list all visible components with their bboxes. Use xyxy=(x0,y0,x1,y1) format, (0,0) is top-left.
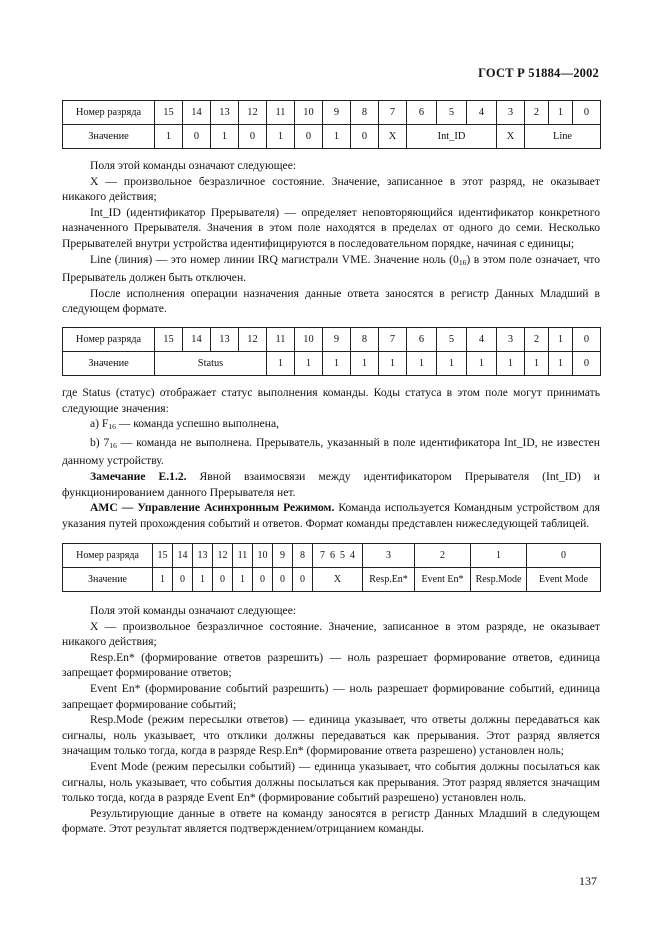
table-row xyxy=(63,328,601,352)
table-cell: 12 xyxy=(239,101,267,125)
table-cell: 0 xyxy=(295,125,323,149)
table-cell: X xyxy=(379,125,407,149)
table-cell: 1 xyxy=(437,352,467,376)
table-cell: 1 xyxy=(471,544,527,568)
table-cell: 14 xyxy=(183,328,211,352)
paragraph: Поля этой команды означают следующее: xyxy=(90,159,297,172)
document-header: ГОСТ Р 51884—2002 xyxy=(478,66,599,80)
table-cell: 7 xyxy=(379,328,407,352)
table-cell: 0 xyxy=(527,544,601,568)
paragraph: b) $7_{16}$ — команда не выполнена. Прерыватель, указанный в поле идентификатора Int_ID, не известен данному устройству. xyxy=(62,435,600,468)
table-cell: 1 xyxy=(193,568,213,592)
table-cell: 1 xyxy=(379,352,407,376)
table-cell: 1 xyxy=(467,352,497,376)
paragraph: Результирующие данные в ответе на команду заносятся в регистр Данных Младший в следующем формате. Этот результат является подтверждением/отрицанием команды. xyxy=(62,806,600,836)
text-block-3 xyxy=(62,603,600,837)
table-cell: 1 xyxy=(549,352,573,376)
paragraph: Поля этой команды означают следующее: xyxy=(90,604,297,617)
table-row xyxy=(63,568,601,592)
table-cell: 0 xyxy=(293,568,313,592)
amc-paragraph: АМС — Управление Асинхронным Режимом. Команда используется Командным устройством для указания путей прохождения событий и ответов. Формат команды представлен нижеследующей таблицей. xyxy=(62,501,601,530)
table-cell: 8 xyxy=(351,101,379,125)
note-label: Замечание Е.1.2. xyxy=(90,469,187,483)
table-cell: 0 xyxy=(253,568,273,592)
table-cell: 9 xyxy=(323,328,351,352)
table-cell: 10 xyxy=(295,101,323,125)
table-cell: 8 xyxy=(293,544,313,568)
table-cell: 13 xyxy=(211,328,239,352)
table-cell: 9 xyxy=(273,544,293,568)
line-field: Line xyxy=(525,125,601,149)
paragraph: где Status (статус) отображает статус выполнения команды. Коды статуса в этом поле могут принимать следующие значения: xyxy=(62,386,600,415)
table-cell: 14 xyxy=(183,101,211,125)
paragraph: Resp.En* (формирование ответов разрешить) — ноль разрешает формирование ответов, единица запрещает формирование ответов; xyxy=(62,650,600,680)
table-cell: 1 xyxy=(295,352,323,376)
int-id-field: Int_ID xyxy=(407,125,497,149)
table-cell: Значение xyxy=(63,568,153,592)
table-cell: 3 xyxy=(497,328,525,352)
table-cell: 0 xyxy=(351,125,379,149)
table-cell: Event Mode xyxy=(527,568,601,592)
table-cell: 15 xyxy=(155,328,183,352)
table-cell: 8 xyxy=(351,328,379,352)
table-row xyxy=(63,352,601,376)
table-cell: 10 xyxy=(295,328,323,352)
table-cell: 11 xyxy=(267,101,295,125)
table-cell: 0 xyxy=(183,125,211,149)
table-cell: Номер разряда xyxy=(63,544,153,568)
table-cell: 0 xyxy=(239,125,267,149)
table-cell: 3 xyxy=(363,544,415,568)
paragraph: a) $F_{16}$ — команда успешно выполнена, xyxy=(90,417,280,432)
table-cell: 2 xyxy=(415,544,471,568)
text-block-1 xyxy=(62,158,600,317)
table-cell: 1 xyxy=(233,568,253,592)
table-cell: 9 xyxy=(323,101,351,125)
table-row xyxy=(63,101,601,125)
paragraph: X — произвольное безразличное состояние. Значение, записанное в этом разряде, не оказывает никакого действия; xyxy=(62,619,600,649)
table-cell: 0 xyxy=(273,568,293,592)
paragraph: X — произвольное безразличное состояние. Значение, записанное в этот разряд, не оказывает никакого действия; xyxy=(62,174,600,204)
table-row xyxy=(63,544,601,568)
table-cell: 0 xyxy=(573,101,601,125)
page-number: 137 xyxy=(579,874,597,888)
bit-table-amc xyxy=(62,543,601,592)
table-cell: 1 xyxy=(267,352,295,376)
table-cell: Event En* xyxy=(415,568,471,592)
table-cell: X xyxy=(313,568,363,592)
paragraph: Resp.Mode (режим пересылки ответов) — единица указывает, что ответы должны передаваться как сигналы, ноль указывает, что отклики должны передаваться как прерывания. Этот разряд является значащим только тогда, когда в разряде Resp.En* (формирование ответа разрешено) установлен ноль; xyxy=(62,713,600,758)
table-cell: 5 xyxy=(437,328,467,352)
table-cell: 0 xyxy=(573,352,601,376)
table-cell: 7 6 5 4 xyxy=(313,544,363,568)
table-cell: 1 xyxy=(323,352,351,376)
table-cell: 1 xyxy=(155,125,183,149)
table-cell: 6 xyxy=(407,328,437,352)
table-cell: 4 xyxy=(467,101,497,125)
table-cell: 0 xyxy=(173,568,193,592)
table-cell: 3 xyxy=(497,101,525,125)
table-cell: 1 xyxy=(525,352,549,376)
table-cell: Resp.Mode xyxy=(471,568,527,592)
table-row xyxy=(63,125,601,149)
table-cell: 1 xyxy=(497,352,525,376)
table-cell: X xyxy=(497,125,525,149)
table-cell: Значение xyxy=(63,125,155,149)
table-cell: 11 xyxy=(233,544,253,568)
paragraph: Int_ID (идентификатор Прерывателя) — определяет неповторяющийся идентификатор конкретного назначенного Прерывателя. Значения в этом поле находятся в пределах от одного до семи. Несколько Прерывателей внутри устройства идентифицируются в последовательном порядке, начиная с единицы; xyxy=(62,205,600,250)
table-cell: Номер разряда xyxy=(63,328,155,352)
table-cell: 2 xyxy=(525,328,549,352)
table-cell: 5 xyxy=(437,101,467,125)
table-cell: 1 xyxy=(549,328,573,352)
table-cell: Resp.En* xyxy=(363,568,415,592)
table-cell: 1 xyxy=(267,125,295,149)
table-cell: 10 xyxy=(253,544,273,568)
table-cell: 1 xyxy=(211,125,239,149)
table-cell: 1 xyxy=(549,101,573,125)
table-cell: 7 xyxy=(379,101,407,125)
bit-table-response xyxy=(62,327,601,376)
table-cell: 1 xyxy=(153,568,173,592)
table-cell: 11 xyxy=(267,328,295,352)
table-cell: 1 xyxy=(407,352,437,376)
table-cell: 0 xyxy=(573,328,601,352)
table-cell: 13 xyxy=(211,101,239,125)
table-cell: 1 xyxy=(323,125,351,149)
table-cell: 1 xyxy=(351,352,379,376)
table-cell: Номер разряда xyxy=(63,101,155,125)
paragraph: Event En* (формирование событий разрешить) — ноль разрешает формирование событий, единица запрещает формирование событий; xyxy=(62,681,600,711)
note-paragraph: Замечание Е.1.2. Явной взаимосвязи между идентификатором Прерывателя (Int_ID) и функционированием данного Прерывателя нет. xyxy=(62,469,600,499)
paragraph: После исполнения операции назначения данные ответа заносятся в регистр Данных Младший в следующем формате. xyxy=(62,286,600,316)
bit-table-assignment xyxy=(62,100,601,149)
table-cell: 14 xyxy=(173,544,193,568)
table-cell: 12 xyxy=(213,544,233,568)
table-cell: 15 xyxy=(153,544,173,568)
table-cell: 0 xyxy=(213,568,233,592)
table-cell: 15 xyxy=(155,101,183,125)
table-cell: 12 xyxy=(239,328,267,352)
table-cell: 4 xyxy=(467,328,497,352)
status-field: Status xyxy=(155,352,267,376)
paragraph: Line (линия) — это номер линии IRQ магистрали VME. Значение ноль $(0_{16})$ в этом поле означает, что Прерыватель должен быть отключен. xyxy=(62,252,600,285)
paragraph: Event Mode (режим пересылки событий) — единица указывает, что события должны посылаться как сигналы, ноль указывает, что события должны посылаться как прерывания. Этот разряд является значащим только тогда, когда в разряде Event En* (формирование событий разрешено) установлен ноль. xyxy=(62,759,600,805)
table-cell: 6 xyxy=(407,101,437,125)
table-cell: 13 xyxy=(193,544,213,568)
amc-label: АМС — Управление Асинхронным Режимом. xyxy=(90,501,335,515)
table-cell: Значение xyxy=(63,352,155,376)
text-block-2 xyxy=(62,385,600,531)
table-cell: 2 xyxy=(525,101,549,125)
